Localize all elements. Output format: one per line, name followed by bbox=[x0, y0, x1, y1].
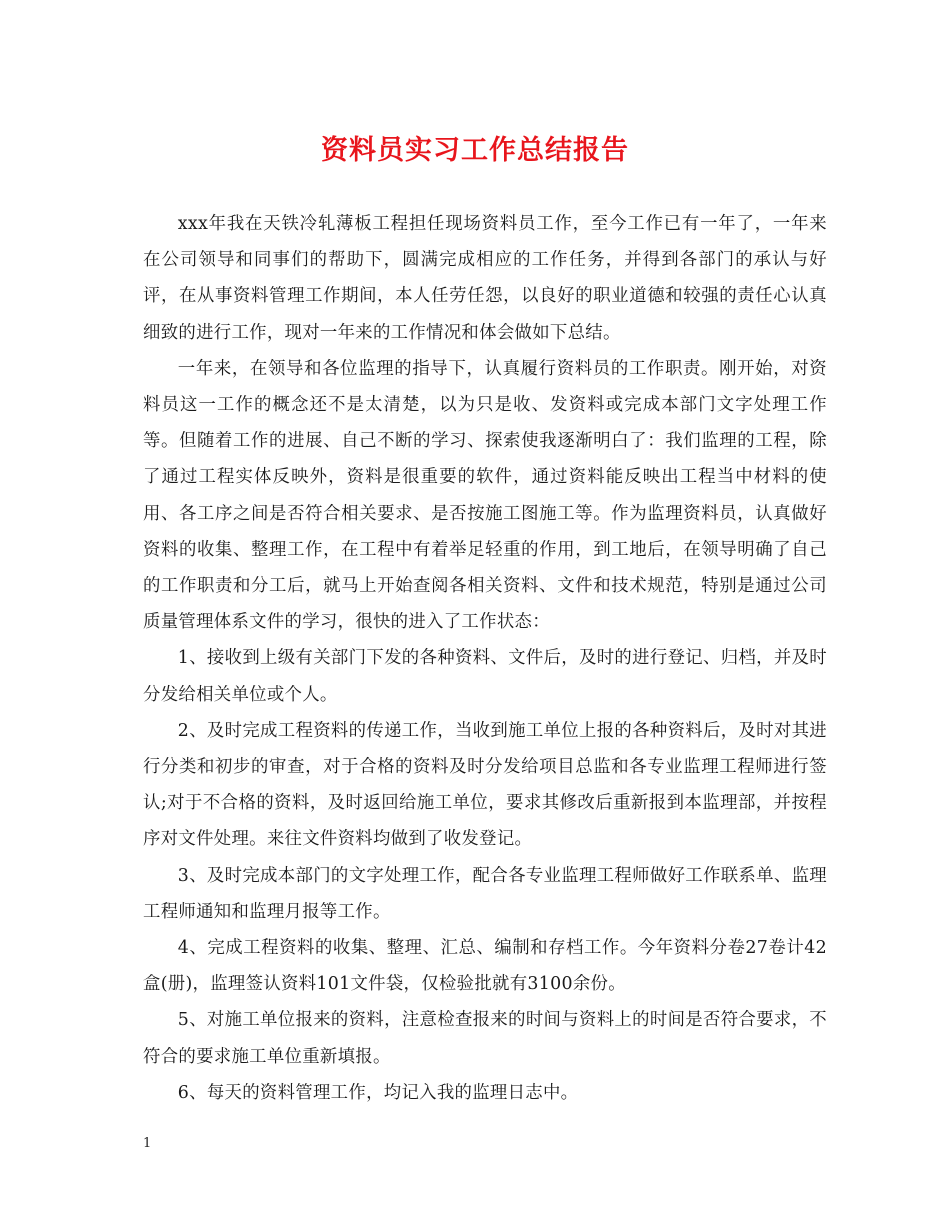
list-item-6: 6、每天的资料管理工作，均记入我的监理日志中。 bbox=[177, 1082, 579, 1103]
list-item-4: 4、完成工程资料的收集、整理、汇总、编制和存档工作。今年资料分卷27卷计42盒(册)，监理签认资料101文件袋，仅检验批就有3100余份。 bbox=[143, 938, 827, 995]
list-item-5: 5、对施工单位报来的资料，注意检查报来的时间与资料上的时间是否符合要求，不符合的要求施工单位重新填报。 bbox=[143, 1010, 827, 1067]
document-title: 资料员实习工作总结报告 bbox=[321, 135, 629, 166]
document-body bbox=[143, 206, 827, 1111]
page-number: 1 bbox=[143, 1136, 152, 1151]
paragraph-duties: 一年来，在领导和各位监理的指导下，认真履行资料员的工作职责。刚开始，对资料员这一工作的概念还不是太清楚，以为只是收、发资料或完成本部门文字处理工作等。但随着工作的进展、自己不断的学习、探索使我逐渐明白了：我们监理的工程，除了通过工程实体反映外，资料是很重要的软件，通过资料能反映出工程当中材料的使用、各工序之间是否符合相关要求、是否按施工图施工等。作为监理资料员，认真做好资料的收集、整理工作，在工程中有着举足轻重的作用，到工地后，在领导明确了自己的工作职责和分工后，就马上开始查阅各相关资料、文件和技术规范，特别是通过公司质量管理体系文件的学习，很快的进入了工作状态： bbox=[143, 358, 827, 633]
list-item-3: 3、及时完成本部门的文字处理工作，配合各专业监理工程师做好工作联系单、监理工程师通知和监理月报等工作。 bbox=[143, 865, 827, 922]
paragraph-intro: xxx年我在天铁冷轧薄板工程担任现场资料员工作，至今工作已有一年了，一年来在公司领导和同事们的帮助下，圆满完成相应的工作任务，并得到各部门的承认与好评，在从事资料管理工作期间，本人任劳任怨，以良好的职业道德和较强的责任心认真细致的进行工作，现对一年来的工作情况和体会做如下总结。 bbox=[143, 214, 827, 343]
list-item-1: 1、接收到上级有关部门下发的各种资料、文件后，及时的进行登记、归档，并及时分发给相关单位或个人。 bbox=[143, 648, 827, 705]
list-item-2: 2、及时完成工程资料的传递工作，当收到施工单位上报的各种资料后，及时对其进行分类和初步的审查，对于合格的资料及时分发给项目总监和各专业监理工程师进行签认;对于不合格的资料，及时返回给施工单位，要求其修改后重新报到本监理部，并按程序对文件处理。来往文件资料均做到了收发登记。 bbox=[143, 720, 827, 850]
